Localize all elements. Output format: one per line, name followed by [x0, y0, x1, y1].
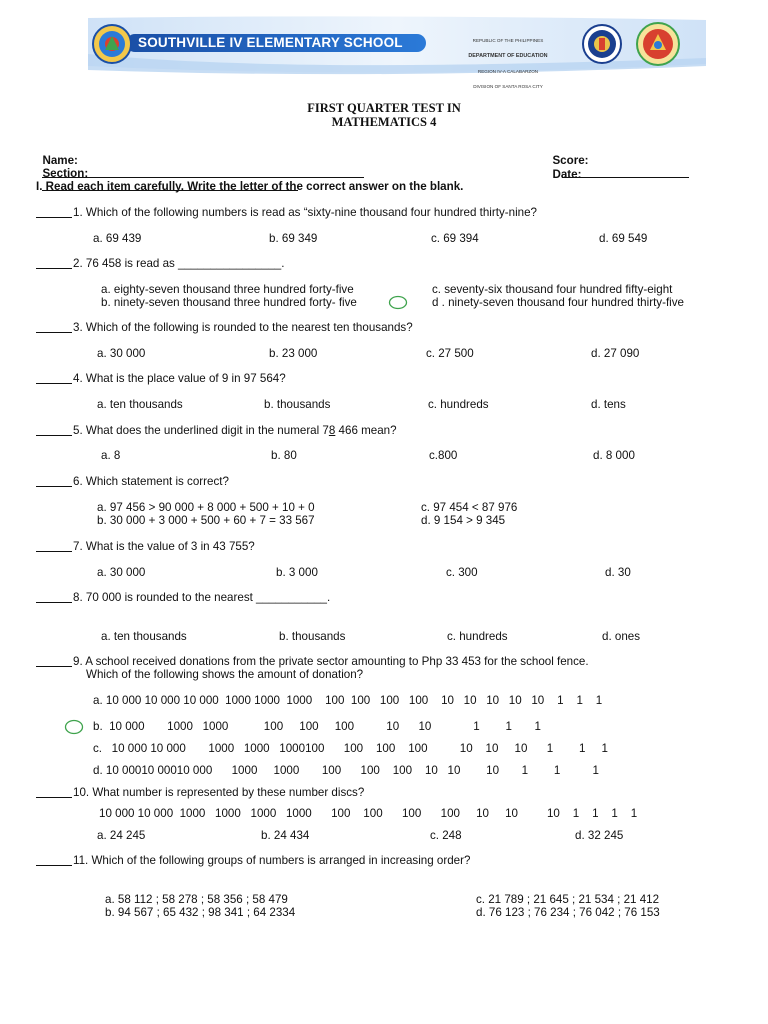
choice-a: a. 24 245 [97, 829, 146, 842]
choice-c: c. 97 454 < 87 976 [421, 501, 518, 514]
deped-line: REGION IV-A CALABARZON [477, 69, 539, 74]
choice-d: d. 69 549 [599, 232, 648, 245]
choice-c: c. 69 394 [431, 232, 479, 245]
school-seal-icon [92, 24, 132, 64]
section-label: Section: [42, 167, 89, 180]
question-stem: 10. What number is represented by these number discs? [73, 786, 365, 799]
choice-a: a. 69 439 [93, 232, 142, 245]
choice-d: d. 30 [605, 566, 631, 579]
question-stem: 2. 76 458 is read as ________________. [73, 257, 285, 270]
answer-mark-circle-icon [388, 295, 408, 310]
number-discs: 10 000 10 000 1000 1000 1000 1000 100 100 100 100 10 10 10 1 1 1 1 [99, 807, 638, 820]
choice-a: a. 10 000 10 000 10 000 1000 1000 1000 100 100 100 100 10 10 10 10 10 1 1 1 [93, 694, 603, 707]
school-name: SOUTHVILLE IV ELEMENTARY SCHOOL [138, 35, 403, 50]
question-stem-cont: Which of the following shows the amount of donation? [86, 668, 364, 681]
answer-blank[interactable] [36, 541, 72, 552]
choice-b: b. 24 434 [261, 829, 310, 842]
choice-a: a. ten thousands [97, 398, 183, 411]
choice-b: b. thousands [279, 630, 346, 643]
deped-line: REPUBLIC OF THE PHILIPPINES [472, 38, 544, 43]
answer-blank[interactable] [36, 425, 72, 436]
choice-c: c. hundreds [428, 398, 489, 411]
choice-a: a. 8 [101, 449, 121, 462]
answer-mark-circle-icon [64, 719, 84, 735]
choice-b: b. 3 000 [276, 566, 318, 579]
choice-b: b. 80 [271, 449, 297, 462]
choice-d: d. 9 154 > 9 345 [421, 514, 506, 527]
answer-blank[interactable] [36, 207, 72, 218]
deped-seal-icon [582, 24, 622, 64]
name-label: Name: [42, 154, 78, 167]
test-title-line2: MATHEMATICS 4 [331, 115, 437, 129]
choice-d: d. 32 245 [575, 829, 624, 842]
choice-a: a. 97 456 > 90 000 + 8 000 + 500 + 10 + 0 [97, 501, 315, 514]
date-blank[interactable] [581, 167, 689, 178]
score-label: Score: [552, 154, 589, 167]
answer-blank[interactable] [36, 373, 72, 384]
choice-b: b. 94 567 ; 65 432 ; 98 341 ; 64 2334 [105, 906, 296, 919]
choice-c: c. 248 [430, 829, 462, 842]
choice-a: a. 30 000 [97, 566, 146, 579]
choice-c: c. hundreds [447, 630, 508, 643]
answer-blank[interactable] [36, 258, 72, 269]
choice-c: c. 300 [446, 566, 478, 579]
deped-line: DIVISION OF SANTA ROSA CITY [473, 84, 543, 89]
choice-a: a. eighty-seven thousand three hundred forty-five [101, 283, 354, 296]
choice-c: c. 21 789 ; 21 645 ; 21 534 ; 21 412 [476, 893, 660, 906]
question-stem: 11. Which of the following groups of numbers is arranged in increasing order? [73, 854, 471, 867]
choice-d: d. 10 00010 00010 000 1000 1000 100 100 100 10 10 10 1 1 1 [93, 764, 599, 777]
question-stem: 8. 70 000 is rounded to the nearest ___________. [73, 591, 331, 604]
question-stem: 4. What is the place value of 9 in 97 564? [73, 372, 286, 385]
question-stem [73, 424, 397, 437]
choice-a: a. 58 112 ; 58 278 ; 58 356 ; 58 479 [105, 893, 288, 906]
choice-b: b. 10 000 1000 1000 100 100 100 10 10 1 1 1 [93, 720, 541, 733]
answer-blank[interactable] [36, 656, 72, 667]
date-field[interactable] [546, 154, 689, 181]
division-seal-icon [636, 22, 680, 66]
choice-b: b. 30 000 + 3 000 + 500 + 60 + 7 = 33 567 [97, 514, 315, 527]
stem-text: 466 mean? [335, 424, 397, 437]
choice-a: a. 30 000 [97, 347, 146, 360]
choice-c: c. seventy-six thousand four hundred fifty-eight [432, 283, 673, 296]
choice-b: b. ninety-seven thousand three hundred forty- five [101, 296, 357, 309]
choice-d: d. 8 000 [593, 449, 635, 462]
choice-d: d. 27 090 [591, 347, 640, 360]
choice-c: c. 10 000 10 000 1000 1000 1000100 100 100 100 10 10 10 1 1 1 [93, 742, 608, 755]
choice-d: d. ones [602, 630, 641, 643]
choice-b: b. 23 000 [269, 347, 318, 360]
choice-a: a. ten thousands [101, 630, 187, 643]
choice-b: b. 69 349 [269, 232, 318, 245]
question-stem: 1. Which of the following numbers is read as “sixty-nine thousand four hundred thirty-nine? [73, 206, 537, 219]
choice-d: d. tens [591, 398, 626, 411]
answer-blank[interactable] [36, 855, 72, 866]
school-banner [88, 14, 706, 89]
stem-text: 5. What does the underlined digit in the numeral 7 [73, 424, 329, 437]
question-stem: 3. Which of the following is rounded to the nearest ten thousands? [73, 321, 413, 334]
question-stem: 9. A school received donations from the private sector amounting to Php 33 453 for the school fence. [73, 655, 589, 668]
answer-blank[interactable] [36, 476, 72, 487]
choice-d: d . ninety-seven thousand four hundred thirty-five [432, 296, 684, 309]
answer-blank[interactable] [36, 787, 72, 798]
choice-c: c. 27 500 [426, 347, 474, 360]
date-label: Date: [552, 168, 582, 181]
test-title-line1: FIRST QUARTER TEST IN [307, 101, 461, 115]
choice-b: b. thousands [264, 398, 331, 411]
question-stem: 6. Which statement is correct? [73, 475, 229, 488]
answer-blank[interactable] [36, 592, 72, 603]
deped-line: DEPARTMENT OF EDUCATION [468, 53, 548, 59]
deped-text [448, 28, 568, 99]
choice-c: c.800 [429, 449, 458, 462]
answer-blank[interactable] [36, 322, 72, 333]
instructions: I. Read each item carefully. Write the letter of the correct answer on the blank. [36, 180, 464, 193]
question-stem: 7. What is the value of 3 in 43 755? [73, 540, 255, 553]
underlined-digit: 8 [328, 424, 336, 437]
choice-d: d. 76 123 ; 76 234 ; 76 042 ; 76 153 [476, 906, 660, 919]
